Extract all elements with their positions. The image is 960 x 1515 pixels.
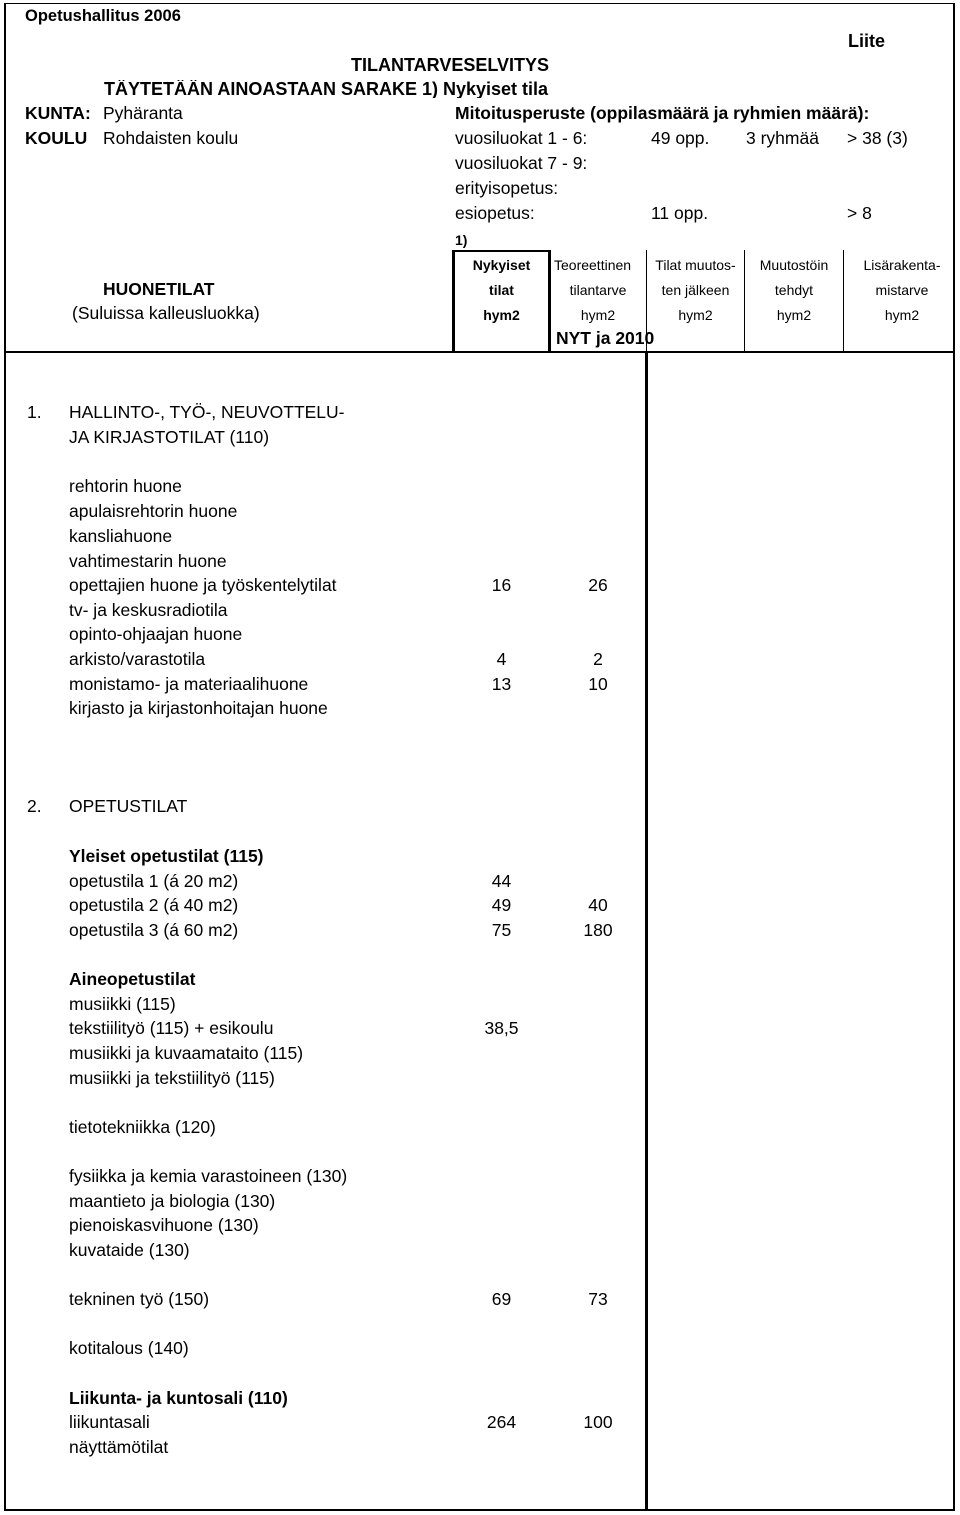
room-label: musiikki ja kuvaamataito (115) <box>69 1043 304 1063</box>
room-label: musiikki ja tekstiilityö (115) <box>69 1068 275 1088</box>
room-current-area: 4 <box>496 649 507 669</box>
outer-border-right <box>953 3 955 1511</box>
room-label: opettajien huone ja työskentelytilat <box>69 575 337 595</box>
fill-instruction: TÄYTETÄÄN AINOASTAAN SARAKE 1) Nykyiset tila <box>104 80 549 98</box>
column1-box-top <box>452 250 551 252</box>
room-current-area: 38,5 <box>484 1018 519 1038</box>
koulu-value: Rohdaisten koulu <box>103 128 239 148</box>
room-theoretical-need: 10 <box>588 674 608 694</box>
room-label: opetustila 2 (á 40 m2) <box>69 895 239 915</box>
basis-row-groups: 3 ryhmää <box>746 128 819 148</box>
rooms-subtitle: (Suluissa kalleusluokka) <box>72 303 260 323</box>
outer-border-top <box>4 3 955 4</box>
room-label: opetustila 1 (á 20 m2) <box>69 871 239 891</box>
room-current-area: 13 <box>491 674 512 694</box>
room-label: tv- ja keskusradiotila <box>69 600 228 620</box>
subsection-sports: Liikunta- ja kuntosali (110) <box>69 1388 288 1408</box>
room-label: tekstiilityö (115) + esikoulu <box>69 1018 274 1038</box>
col2-header-line1: Teoreettinen <box>554 258 632 272</box>
room-label: opinto-ohjaajan huone <box>69 624 243 644</box>
room-label: pienoiskasvihuone (130) <box>69 1215 259 1235</box>
room-theoretical-need: 40 <box>588 895 608 915</box>
room-theoretical-need: 100 <box>583 1412 613 1432</box>
room-label: liikuntasali <box>69 1412 150 1432</box>
basis-row-limit: > 38 (3) <box>847 128 908 148</box>
room-current-area: 44 <box>491 871 512 891</box>
room-theoretical-need: 2 <box>593 649 603 669</box>
room-label: kotitalous (140) <box>69 1338 189 1358</box>
room-label: apulaisrehtorin huone <box>69 501 238 521</box>
basis-row-label: esiopetus: <box>455 203 535 223</box>
basis-row-label: vuosiluokat 7 - 9: <box>455 153 588 173</box>
room-label: kuvataide (130) <box>69 1240 190 1260</box>
col5-header-line1: Lisärakenta- <box>863 257 941 273</box>
col3-header-line2: ten jälkeen <box>661 282 730 298</box>
subsection-subject: Aineopetustilat <box>69 969 196 989</box>
col4-header-unit: hym2 <box>776 307 812 323</box>
outer-border-bottom <box>4 1509 955 1511</box>
basis-row-pupils: 11 opp. <box>651 203 709 223</box>
col2-header-unit: hym2 <box>580 307 616 323</box>
basis-row-limit: > 8 <box>847 203 872 223</box>
col1-header-unit: hym2 <box>483 307 520 323</box>
column-divider-5 <box>843 250 844 352</box>
room-label: tekninen työ (150) <box>69 1289 210 1309</box>
col1-header-line2: tilat <box>489 282 514 298</box>
section1-number: 1. <box>27 402 42 422</box>
attachment-label: Liite <box>848 31 886 51</box>
section1-title-cont: JA KIRJASTOTILAT (110) <box>69 427 270 447</box>
header-divider <box>4 351 955 353</box>
outer-border-left <box>4 3 6 1511</box>
basis-row-label: erityisopetus: <box>455 178 559 198</box>
section1-title: HALLINTO-, TYÖ-, NEUVOTTELU- <box>69 402 345 422</box>
section2-number: 2. <box>27 796 42 816</box>
room-current-area: 264 <box>486 1412 517 1432</box>
room-label: kirjasto ja kirjastonhoitajan huone <box>69 698 328 718</box>
column-marker: 1) <box>455 232 468 248</box>
rooms-title: HUONETILAT <box>103 279 215 299</box>
room-label: opetustila 3 (á 60 m2) <box>69 920 239 940</box>
col3-header-unit: hym2 <box>678 307 713 323</box>
col4-header-line1: Muutostöin <box>759 257 829 273</box>
col1-header-line1: Nykyiset <box>472 257 531 273</box>
col3-header-line1: Tilat muutos- <box>655 257 736 273</box>
period-label: NYT ja 2010 <box>556 328 655 348</box>
org-name: Opetushallitus 2006 <box>25 7 181 25</box>
room-label: tietotekniikka (120) <box>69 1117 216 1137</box>
col2-header-line2: tilantarve <box>569 282 627 298</box>
basis-title: Mitoitusperuste (oppilasmäärä ja ryhmien määrä): <box>455 103 870 123</box>
room-current-area: 49 <box>491 895 512 915</box>
col5-header-line2: mistarve <box>875 282 929 298</box>
room-theoretical-need: 26 <box>588 575 608 595</box>
room-theoretical-need: 73 <box>588 1289 608 1309</box>
room-label: maantieto ja biologia (130) <box>69 1191 276 1211</box>
subsection-general: Yleiset opetustilat (115) <box>69 846 264 866</box>
col4-header-line2: tehdyt <box>774 282 814 298</box>
basis-row-label: vuosiluokat 1 - 6: <box>455 128 588 148</box>
room-label: arkisto/varastotila <box>69 649 206 669</box>
room-label: monistamo- ja materiaalihuone <box>69 674 309 694</box>
col5-header-unit: hym2 <box>884 307 920 323</box>
kunta-label: KUNTA: <box>25 105 91 123</box>
kunta-value: Pyhäranta <box>103 103 183 123</box>
room-label: vahtimestarin huone <box>69 551 227 571</box>
document-title: TILANTARVESELVITYS <box>351 55 550 75</box>
room-theoretical-need: 180 <box>583 920 613 940</box>
room-label: näyttämötilat <box>69 1437 169 1457</box>
room-current-area: 69 <box>491 1289 512 1309</box>
room-label: musiikki (115) <box>69 994 176 1014</box>
room-label: kansliahuone <box>69 526 173 546</box>
room-current-area: 16 <box>491 575 512 595</box>
basis-row-pupils: 49 opp. <box>651 128 710 148</box>
koulu-label: KOULU <box>25 128 88 148</box>
room-label: fysiikka ja kemia varastoineen (130) <box>69 1166 348 1186</box>
room-current-area: 75 <box>491 920 512 940</box>
section2-title: OPETUSTILAT <box>69 796 188 816</box>
room-label: rehtorin huone <box>69 476 182 496</box>
